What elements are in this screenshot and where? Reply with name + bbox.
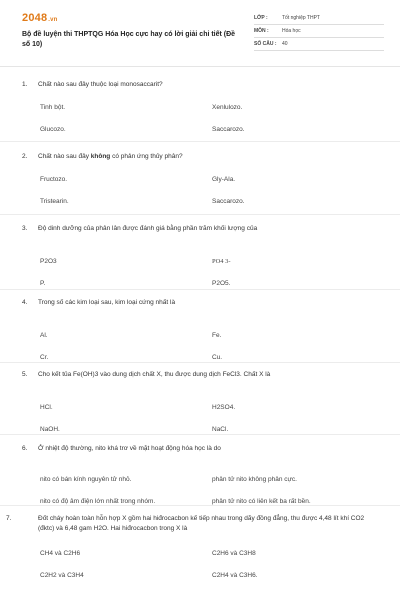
option-b[interactable]: C2H6 và C3H8 [212, 550, 256, 557]
document-header [0, 0, 400, 64]
option-c[interactable]: Cr. [40, 354, 49, 361]
option-a[interactable]: Tinh bột. [40, 104, 66, 111]
meta-key: LỚP : [254, 15, 268, 21]
option-c[interactable]: nito có độ âm điện lớn nhất trong nhóm. [40, 498, 156, 505]
question-text: 1. Chất nào sau đây thuộc loại monosaccarit? [22, 81, 163, 88]
option-d[interactable]: Saccarozo. [212, 126, 245, 133]
question-divider [0, 362, 400, 363]
question-text: 3. Độ dinh dưỡng của phân lân được đánh giá bằng phần trăm khối lượng của [22, 225, 258, 232]
option-b[interactable]: Gly-Ala. [212, 176, 236, 183]
option-b[interactable]: PO4 3- [212, 258, 231, 265]
option-d[interactable]: C2H4 và C3H6. [212, 572, 258, 579]
meta-value: Hóa học [282, 28, 301, 34]
question-7 [6, 514, 382, 579]
question-divider [0, 214, 400, 215]
option-c[interactable]: P. [40, 280, 46, 287]
question-1 [22, 80, 382, 133]
option-a[interactable]: Al. [40, 332, 48, 339]
meta-key: SỐ CÂU : [254, 41, 277, 47]
question-text: 6. Ở nhiệt độ thường, nito khá trơ về mặt hoạt động hóa học là do [22, 445, 221, 452]
option-c[interactable]: Tristearin. [40, 198, 69, 205]
option-d[interactable]: Saccarozo. [212, 198, 245, 205]
option-d[interactable]: P2O5. [212, 280, 231, 287]
exam-title: Bộ đề luyện thi THPTQG Hóa Học cực hay có lời giải chi tiết (Đề số 10) [22, 31, 236, 48]
question-divider [0, 505, 400, 506]
question-divider [0, 434, 400, 435]
question-2 [22, 152, 382, 205]
meta-key: MÔN : [254, 28, 269, 34]
question-4 [22, 298, 382, 361]
option-c[interactable]: C2H2 và C3H4 [40, 572, 84, 579]
option-a[interactable]: Fructozo. [40, 176, 68, 183]
question-divider [0, 289, 400, 290]
question-5 [22, 370, 382, 433]
option-b[interactable]: Fe. [212, 332, 222, 339]
option-b[interactable]: phân tử nito không phân cực. [212, 476, 297, 483]
question-3 [22, 224, 382, 287]
option-d[interactable]: NaCl. [212, 426, 229, 433]
header-divider [0, 66, 400, 67]
option-b[interactable]: H2SO4. [212, 404, 236, 411]
question-text: 5. Cho kết tủa Fe(OH)3 vào dung dịch chất X, thu được dung dịch FeCl3. Chất X là [22, 371, 271, 378]
option-a[interactable]: CH4 và C2H6 [40, 550, 81, 557]
question-6 [22, 444, 382, 505]
option-c[interactable]: Glucozo. [40, 126, 66, 133]
meta-value: Tốt nghiệp THPT [282, 15, 320, 21]
option-d[interactable]: Cu. [212, 354, 223, 361]
question-divider [0, 141, 400, 142]
meta-row-count [254, 38, 384, 51]
question-text: 2. Chất nào sau đây không có phản ứng thủy phân? [22, 153, 183, 160]
meta-row-subject [254, 25, 384, 38]
option-c[interactable]: NaOH. [40, 426, 60, 433]
option-d[interactable]: phân tử nito có liên kết ba rất bền. [212, 498, 311, 505]
question-text: 7. Đốt cháy hoàn toàn hỗn hợp X gồm hai hiđrocacbon kế tiếp nhau trong dãy đồng đẳng, thu được 4,48 lít khí CO2 (đktc) và 6,48 gam H2O. Hai hiđrocacbon trong X là [6, 515, 365, 532]
option-a[interactable]: P2O3 [40, 258, 57, 265]
meta-row-class [254, 12, 384, 25]
meta-value: 40 [282, 41, 288, 47]
option-a[interactable]: nito có bán kính nguyên tử nhỏ. [40, 476, 132, 483]
option-a[interactable]: HCl. [40, 404, 53, 411]
option-b[interactable]: Xenlulozo. [212, 104, 243, 111]
question-text: 4. Trong số các kim loại sau, kim loại cứng nhất là [22, 299, 176, 306]
site-logo[interactable]: 2048.vn [22, 12, 58, 24]
exam-meta [254, 12, 384, 51]
